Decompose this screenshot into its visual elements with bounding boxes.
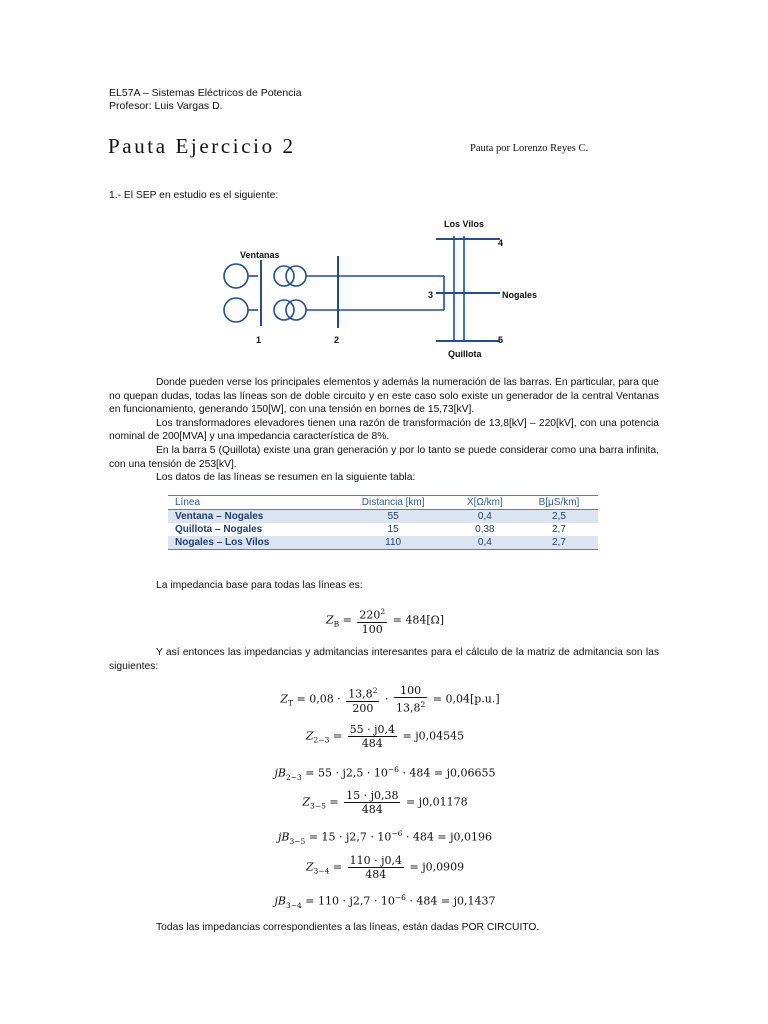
table-header-row: [168, 496, 598, 510]
author: Pauta por Lorenzo Reyes C.: [470, 143, 589, 154]
cell-x: 0,4: [450, 536, 520, 550]
equation-jb23: $jB_{2-3} = 55 \cdot j2,5 \cdot 10^{-6} \cdot 484 = j0,06655$: [274, 765, 496, 782]
equation-z34: $Z_{3-4}$ = $\frac{110 \cdot j0,4}{484}$ = j0,0909: [305, 854, 465, 881]
professor-name: Profesor: Luis Vargas D.: [109, 100, 223, 112]
col-header-distancia: Distancia [km]: [337, 496, 450, 510]
cell-distance: 55: [337, 510, 450, 524]
transformer-top-icon-a: [274, 266, 294, 286]
label-bus-3: 3: [428, 290, 434, 300]
equation-jb35: $jB_{3-5} = 15 \cdot j2,7 \cdot 10^{-6} \cdot 484 = j0,0196$: [277, 829, 493, 846]
label-ventanas: Ventanas: [240, 250, 280, 260]
cell-distance: 110: [337, 536, 450, 550]
label-nogales: Nogales: [502, 290, 538, 300]
equation-zb: $Z_B$ = $\frac{220^2}{100}$ = 484[Ω]: [325, 607, 445, 636]
transformer-top-icon-b: [286, 266, 306, 286]
cell-x: 0,4: [450, 510, 520, 524]
label-bus-2: 2: [334, 335, 340, 345]
paragraph-1: Donde pueden verse los principales elementos y además la numeración de las barras. En particular, para que no quepan dudas, todas las líneas son de doble circuito y en este caso solo existe un generador de la central Ventanas en funcionamiento, generando 150[W], con una tensión en bornes de 15,73[kV].: [109, 377, 659, 416]
cell-distance: 15: [387, 524, 399, 535]
equation-z35: $Z_{3-5}$ = $\frac{15 \cdot j0,38}{484}$ = j0,01178: [302, 789, 468, 816]
label-quillota: Quillota: [448, 349, 482, 359]
transformer-bottom-icon-a: [274, 300, 294, 320]
paragraph-4: Los datos de las líneas se resumen en la siguiente tabla:: [156, 472, 416, 484]
cell-x: 0,38: [475, 524, 495, 535]
cell-line: Ventana – Nogales: [168, 510, 337, 524]
sep-diagram: [200, 210, 560, 360]
cell-line: Quillota – Nogales: [175, 524, 263, 535]
paragraph-2: Los transformadores elevadores tienen una razón de transformación de 13,8[kV] – 220[kV], con una potencia nominal de 200[MVA] y una impedancia característica de 8%.: [109, 417, 659, 443]
intro-text: 1.- El SEP en estudio es el siguiente:: [109, 190, 279, 201]
cell-line: Nogales – Los Vilos: [168, 536, 337, 550]
cell-b: 2,5: [520, 510, 598, 524]
col-header-linea: Línea: [168, 496, 337, 510]
equation-z23: $Z_{2-3}$ = $\frac{55 \cdot j0,4}{484}$ = j0,04545: [305, 723, 465, 750]
paragraph-3: En la barra 5 (Quillota) existe una gran generación y por lo tanto se puede considerar como una barra infinita, con una tensión de 253[kV].: [109, 444, 659, 470]
label-bus-4: 4: [498, 238, 504, 248]
cell-b: 2,7: [520, 536, 598, 550]
paragraph-6-wrap: [109, 646, 659, 673]
page-title: Pauta Ejercicio 2: [108, 134, 296, 158]
paragraph-5: La impedancia base para todas las líneas es:: [156, 580, 363, 591]
table-row: [168, 536, 598, 550]
table-row: [168, 523, 598, 536]
paragraph-7: Todas las impedancias correspondientes a las líneas, están dadas POR CIRCUITO.: [156, 922, 540, 933]
course-name: EL57A – Sistemas Eléctricos de Potencia: [109, 87, 302, 99]
col-header-b: B[μS/km]: [520, 496, 598, 510]
equation-zt: $Z_T = 0,08$ · $\frac{13,8^2}{200}$ · $\frac{100}{13,8^2}$ = 0,04[p.u.]: [280, 684, 500, 715]
paragraph-6: Y así entonces las impedancias y admitancias interesantes para el cálculo de la matriz de admitancia son las siguientes:: [109, 647, 659, 672]
col-header-x: X[Ω/km]: [450, 496, 520, 510]
table-row: [168, 510, 598, 524]
lines-table: [168, 495, 598, 550]
label-los-vilos: Los Vilos: [444, 219, 484, 229]
transformer-bottom-icon-b: [286, 300, 306, 320]
generator-top-icon: [224, 264, 248, 288]
label-bus-5: 5: [498, 335, 504, 345]
generator-bottom-icon: [224, 298, 248, 322]
equation-jb34: $jB_{3-4} = 110 \cdot j2,7 \cdot 10^{-6} \cdot 484 = j0,1437$: [274, 893, 496, 910]
cell-b: 2,7: [552, 524, 566, 535]
label-bus-1: 1: [256, 335, 262, 345]
body-text: [109, 376, 659, 485]
